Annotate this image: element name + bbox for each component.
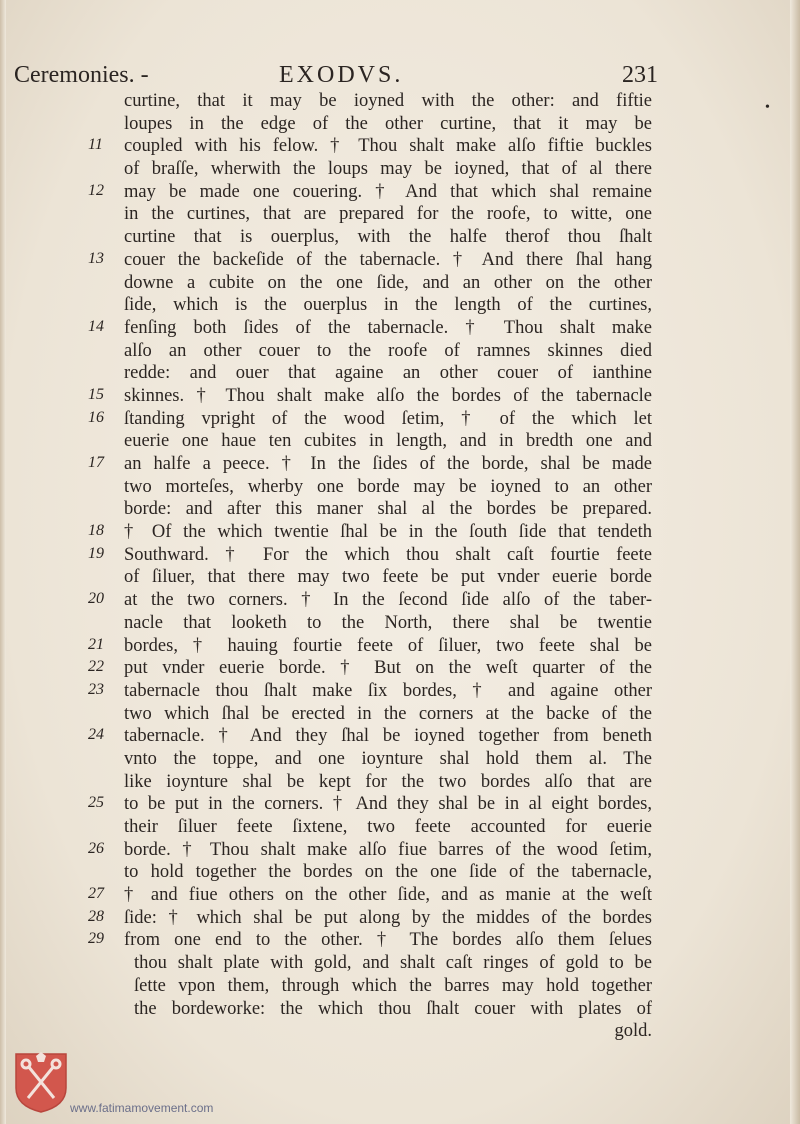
line-text: vnto the toppe, and one ioynture shal hold them al. The — [124, 748, 652, 769]
verse-number: 17 — [88, 454, 104, 471]
line-text: nacle that looketh to the North, there shal be twentie — [124, 612, 652, 633]
line-text: ſide, which is the ouerplus in the length of the curtines, — [124, 295, 652, 316]
line-text: like ioynture shal be kept for the two bordes alſo that are — [124, 771, 652, 792]
verse-number: 24 — [88, 726, 104, 744]
line-text: gold. — [614, 1021, 652, 1042]
text-line — [0, 589, 800, 612]
text-line — [0, 408, 800, 431]
text-line — [0, 430, 800, 453]
line-text: the bordeworke: the which thou ſhalt couer with plates of — [134, 998, 652, 1019]
line-text: alſo an other couer to the roofe of ramnes skinnes died — [124, 340, 652, 361]
text-line — [0, 861, 800, 884]
text-line — [0, 203, 800, 226]
line-text: ſtanding vpright of the wood ſetim, † of the which let — [124, 408, 652, 429]
verse-number: 16 — [88, 408, 104, 426]
text-line — [0, 680, 800, 703]
header-book-title: EXODVS. — [279, 62, 404, 88]
line-text: borde. † Thou shalt make alſo fiue barres of the wood ſetim, — [124, 839, 652, 860]
text-line — [0, 90, 800, 113]
papal-seal-icon — [14, 1052, 68, 1114]
text-line — [0, 998, 800, 1021]
verse-number: 28 — [88, 907, 104, 925]
text-line — [0, 793, 800, 816]
line-text: ſide: † which shal be put along by the middes of the bordes — [124, 907, 652, 928]
text-line — [0, 521, 800, 544]
text-line — [0, 612, 800, 635]
verse-number: 26 — [88, 839, 104, 857]
verse-number: 21 — [88, 635, 104, 653]
line-text: two which ſhal be erected in the corners at the backe of the — [124, 703, 652, 724]
text-line — [0, 544, 800, 567]
line-text: put vnder euerie borde. † But on the weſt quarter of the — [124, 658, 652, 679]
text-line — [0, 952, 800, 975]
text-line — [0, 703, 800, 726]
verse-number: 29 — [88, 930, 104, 948]
text-line — [0, 566, 800, 589]
line-text: † and fiue others on the other ſide, and as manie at the weſt — [124, 885, 652, 906]
text-line — [0, 725, 800, 748]
line-text: at the two corners. † In the ſecond ſide alſo of the taber- — [124, 590, 652, 611]
text-line — [0, 839, 800, 862]
verse-number: 20 — [88, 590, 104, 608]
verse-number: 11 — [88, 136, 103, 154]
text-line — [0, 476, 800, 499]
text-line — [0, 226, 800, 249]
text-line — [0, 158, 800, 181]
text-line — [0, 884, 800, 907]
verse-number: 14 — [88, 317, 104, 335]
line-text: of ſiluer, that there may two feete be put vnder euerie borde — [124, 567, 652, 588]
text-line — [0, 975, 800, 998]
line-text: loupes in the edge of the other curtine, that it may be — [124, 113, 652, 134]
line-text: an halfe a peece. † In the ſides of the borde, shal be made — [124, 454, 652, 474]
line-text: redde: and ouer that againe an other couer of ianthine — [124, 363, 652, 384]
verse-number: 25 — [88, 794, 104, 812]
line-text: may be made one couering. † And that which shal remaine — [124, 181, 652, 202]
verse-number: 18 — [88, 522, 104, 540]
line-text: from one end to the other. † The bordes alſo them ſelues — [124, 930, 652, 951]
line-text: ſette vpon them, through which the barres may hold together — [134, 975, 652, 996]
text-line — [0, 1020, 800, 1043]
line-text: † Of the which twentie ſhal be in the ſouth ſide that tendeth — [124, 522, 652, 543]
line-text: curtine, that it may be ioyned with the other: and fiftie — [124, 91, 652, 111]
header-section-title: Ceremonies. - — [14, 62, 149, 88]
text-line — [0, 907, 800, 930]
line-text: in the curtines, that are prepared for the roofe, to witte, one — [124, 204, 652, 225]
verse-number: 23 — [88, 680, 104, 698]
line-text: coupled with his felow. † Thou shalt make alſo fiftie buckles — [124, 136, 652, 157]
verse-number: 12 — [88, 181, 104, 199]
line-text: borde: and after this maner shal al the bordes be prepared. — [124, 499, 652, 520]
verse-number: 15 — [88, 385, 104, 403]
verse-number: 13 — [88, 249, 104, 267]
text-line — [0, 498, 800, 521]
text-line — [0, 340, 800, 363]
website-watermark: www.fatimamovement.com — [70, 1101, 214, 1115]
line-text: tabernacle thou ſhalt make ſix bordes, † and againe other — [124, 680, 652, 701]
text-line — [0, 929, 800, 952]
line-text: bordes, † hauing fourtie feete of ſiluer, two feete shal be — [124, 635, 652, 656]
line-text: tabernacle. † And they ſhal be ioyned together from beneth — [124, 726, 652, 747]
page-number: 231 — [622, 62, 658, 88]
line-text: to be put in the corners. † And they shal be in al eight bordes, — [124, 794, 652, 815]
margin-mark: • — [765, 100, 770, 115]
text-line — [0, 816, 800, 839]
verse-number: 19 — [88, 544, 104, 562]
line-text: thou shalt plate with gold, and shalt caſt ringes of gold to be — [134, 953, 652, 974]
line-text: to hold together the bordes on the one ſide of the tabernacle, — [124, 862, 652, 883]
text-line — [0, 385, 800, 408]
text-line — [0, 135, 800, 158]
verse-number: 27 — [88, 885, 104, 903]
text-line — [0, 362, 800, 385]
text-line — [0, 771, 800, 794]
text-line — [0, 113, 800, 136]
text-line — [0, 317, 800, 340]
line-text: their ſiluer feete ſixtene, two feete accounted for euerie — [124, 817, 652, 837]
line-text: two morteſes, wherby one borde may be ioyned to an other — [124, 476, 652, 497]
text-line — [0, 453, 800, 476]
line-text: skinnes. † Thou shalt make alſo the bordes of the tabernacle — [124, 385, 652, 406]
line-text: Southward. † For the which thou shalt caſt fourtie feete — [124, 544, 652, 565]
line-text: of braſſe, wherwith the loups may be ioyned, that of al there — [124, 159, 652, 180]
text-body — [0, 90, 800, 1043]
text-line — [0, 748, 800, 771]
running-header — [14, 62, 658, 92]
text-line — [0, 657, 800, 680]
text-line — [0, 181, 800, 204]
text-line — [0, 249, 800, 272]
line-text: couer the backeſide of the tabernacle. † And there ſhal hang — [124, 249, 652, 270]
text-line — [0, 635, 800, 658]
text-line — [0, 294, 800, 317]
verse-number: 22 — [88, 658, 104, 676]
line-text: downe a cubite on the one ſide, and an other on the other — [124, 272, 652, 293]
text-line — [0, 272, 800, 295]
line-text: fenſing both ſides of the tabernacle. † Thou shalt make — [124, 317, 652, 338]
line-text: curtine that is ouerplus, with the halfe therof thou ſhalt — [124, 227, 652, 248]
line-text: euerie one haue ten cubites in length, and in bredth one and — [124, 431, 652, 452]
